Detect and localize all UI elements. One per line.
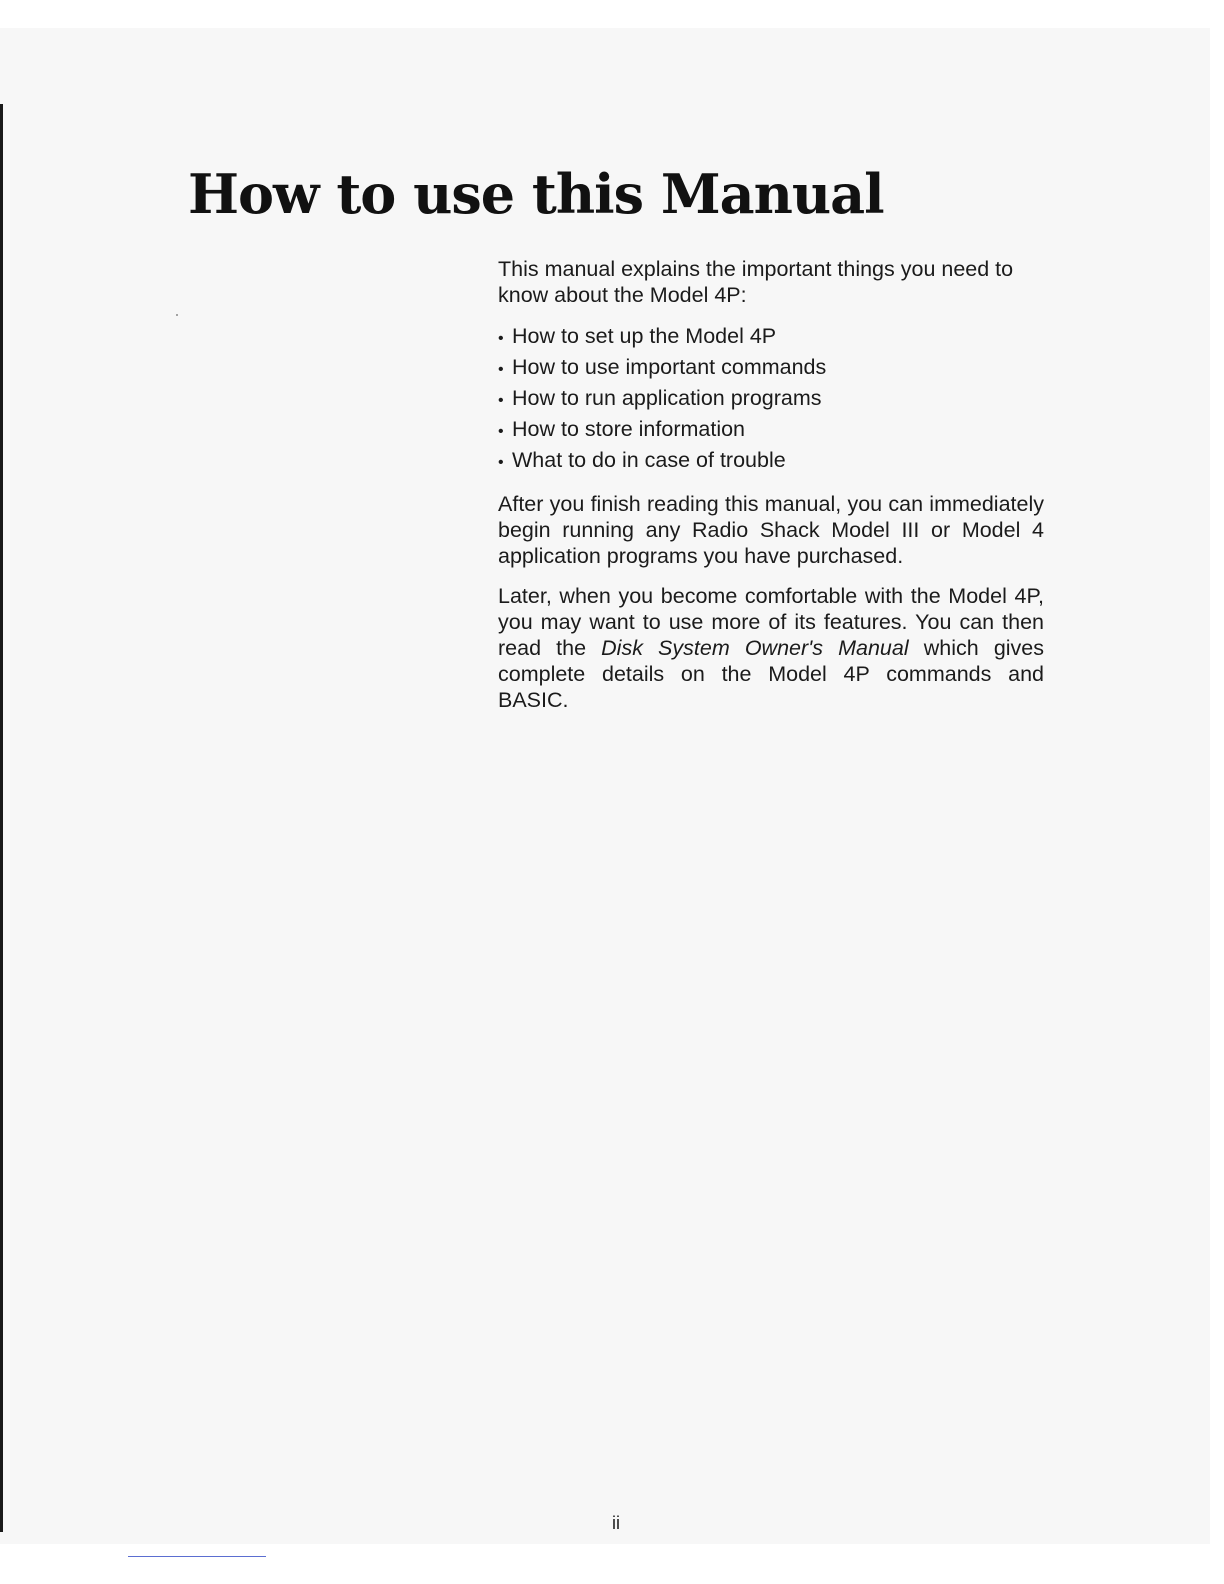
owners-manual-title: Disk System Owner's Manual xyxy=(601,636,909,660)
scan-speck xyxy=(176,314,178,316)
list-item: • How to store information xyxy=(498,415,1044,446)
topic-list xyxy=(498,322,1044,477)
later-text-start: Later, when you become comfortable with the Model 4P, you may want to use more of its features. You can then read the xyxy=(498,584,1044,660)
intro-paragraph: This manual explains the important things you need to know about the Model 4P: xyxy=(498,257,1014,307)
binding-edge xyxy=(0,104,3,1532)
list-item: • How to use important commands xyxy=(498,353,1044,384)
page-title: How to use this Manual xyxy=(188,162,884,226)
bottom-rule xyxy=(128,1556,266,1557)
body-column xyxy=(498,256,1044,727)
page-number: ii xyxy=(612,1513,620,1533)
list-item: • How to run application programs xyxy=(498,384,1044,415)
after-reading-paragraph: After you finish reading this manual, you can immediately begin running any Radio Shack Model III or Model 4 application programs you have purchased. xyxy=(498,492,1044,568)
list-item: • How to set up the Model 4P xyxy=(498,322,1044,353)
later-text-end: which gives complete details on the Model 4P commands and BASIC. xyxy=(498,636,1045,712)
list-item: • What to do in case of trouble xyxy=(498,446,1044,477)
later-paragraph xyxy=(498,583,1044,713)
